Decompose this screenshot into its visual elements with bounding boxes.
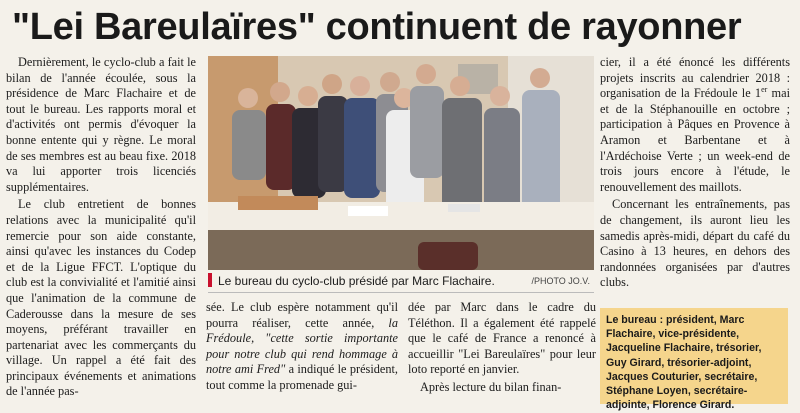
photo-credit: /PHOTO JO.V. xyxy=(531,276,590,286)
caption-text: Le bureau du cyclo-club présidé par Marc Flachaire. xyxy=(218,274,495,288)
text-segment: a indiqué le président, tout comme la promenade gui- xyxy=(206,362,398,392)
caption-marker xyxy=(208,273,212,287)
box-text: président, Marc Flachaire, vice-présidente, Jacqueline Flachaire, trésorier, Guy Girard, trésorier-adjoint, Jacques Couturier, secrétaire, Stéphane Loyen, secrétaire-adjointe, Florence Girard. xyxy=(606,314,762,412)
paragraph: Dernièrement, le cyclo-club a fait le bilan de l'année écoulée, sous la présidence de Marc Flachaire et de tout le bureau. Les rapports moral et d'activités ont permis d'évoquer la bonne entente qui y règne. Le moral de ses membres est au beau fixe. 2018 va lui apporter trois licenciés supplémentaires. xyxy=(6,55,196,194)
photo-caption xyxy=(208,270,594,293)
superscript: er xyxy=(761,85,768,95)
bureau-box xyxy=(600,308,788,412)
text-segment: mai et de la Stéphanouille en octobre ; participation à Pâques en Provence à Aramon et Barbentane et à l'Ardéchoise Verte ; un week-end de trois jours encore à l'étude, le renouvellement des maillots. xyxy=(600,86,790,194)
text-segment: sée. Le club espère notamment qu'il pourra réaliser, cette année, xyxy=(206,300,398,330)
paragraph: Après lecture du bilan finan- xyxy=(420,379,562,394)
quote: la Frédoule, "cette sortie importante pour notre club qui rend hommage à notre ami Fred" xyxy=(206,315,398,377)
text-segment: cier, il a été énoncé les différents projets inscrits au calendrier 2018 : organisation de la Frédoule le 1 xyxy=(600,55,790,101)
paragraph xyxy=(206,300,398,394)
column-1 xyxy=(6,55,196,400)
paragraph: Le club entretient de bonnes relations avec la municipalité qu'il remercie pour son aide constante, ainsi qu'avec les instances du Codep et de la Ligue FFCT. L'optique du club est la convivialité et l'amitié ainsi que l'animation de la commune de Caderousse dans la mesure de ses moyens, préférant travailler en partenariat avec les commerçants du village. Un rappel a été fait des principaux événements et animations de l'année pas- xyxy=(6,197,196,399)
paragraph: Concernant les entraînements, pas de changement, ils auront lieu les samedis après-midi, départ du café du Casino à 13 heures, en dehors des randonnées organisées par d'autres clubs. xyxy=(600,197,790,290)
box-label: Le bureau : xyxy=(606,314,667,326)
paragraph xyxy=(600,55,790,195)
headline: "Lei Bareulaïres" continuent de rayonner xyxy=(12,6,742,48)
group-photo xyxy=(208,56,594,270)
column-2 xyxy=(206,300,398,394)
paragraph: dée par Marc dans le cadre du Téléthon. Il a également été rappelé que le café de France a renoncé à accueillir "Lei Bareulaïres" pour leur loto reporté en janvier. xyxy=(408,300,596,377)
column-3 xyxy=(408,300,596,396)
column-4 xyxy=(600,55,790,291)
